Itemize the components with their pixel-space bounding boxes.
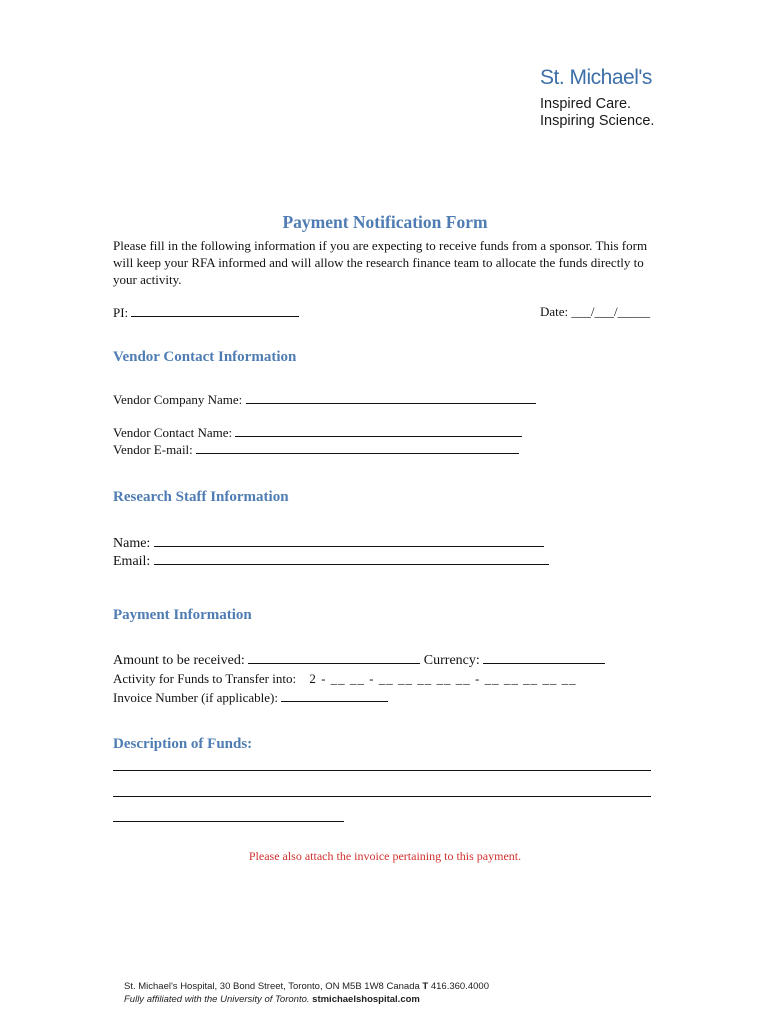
payment-section-heading: Payment Information [113,607,252,623]
vendor-contact-label: Vendor Contact Name: [113,425,233,440]
activity-label: Activity for Funds to Transfer into: [113,671,297,686]
pi-label: PI: [113,305,129,320]
vendor-email-label: Vendor E-mail: [113,442,193,457]
staff-section-heading: Research Staff Information [113,489,289,505]
organization-logo-name: St. Michael's [540,66,652,89]
footer-phone-prefix: T [422,981,429,992]
amount-field [113,651,605,669]
staff-name-field [113,534,544,552]
pi-input-line[interactable] [131,304,299,317]
invoice-input-line[interactable] [281,689,388,702]
form-title: Payment Notification Form [282,212,488,232]
activity-input-mask[interactable]: 2 - __ __ - __ __ __ __ __ - __ __ __ __ __ [309,671,577,686]
vendor-contact-input-line[interactable] [235,424,522,437]
vendor-company-label: Vendor Company Name: [113,392,243,407]
description-line-1[interactable] [113,770,651,771]
vendor-section-heading: Vendor Contact Information [113,349,297,365]
pi-field [113,304,299,321]
vendor-email-input-line[interactable] [196,441,519,454]
invoice-field [113,689,388,706]
logo-tagline-1: Inspired Care. [540,96,632,112]
staff-name-input-line[interactable] [154,534,544,547]
description-line-3[interactable] [113,821,344,822]
currency-label: Currency: [423,653,480,668]
currency-input-line[interactable] [483,651,605,664]
footer-address [124,981,489,992]
staff-name-label: Name: [113,536,151,551]
description-line-2[interactable] [113,796,651,797]
date-label: Date: [540,304,569,319]
vendor-company-field [113,391,536,408]
footer-affiliation [124,994,420,1005]
activity-field [113,671,577,687]
footer-address-text: St. Michael's Hospital, 30 Bond Street, Toronto, ON M5B 1W8 Canada [124,981,420,992]
form-intro: Please fill in the following information if you are expecting to receive funds from a sponsor. This form will keep your RFA informed and will allow the research finance team to allocate the funds directly to your activity. [113,238,648,287]
logo-tagline-2: Inspiring Science. [540,113,655,129]
vendor-contact-field [113,424,522,441]
footer-affiliation-text: Fully affiliated with the University of Toronto. [124,994,310,1005]
invoice-label: Invoice Number (if applicable): [113,690,278,705]
vendor-company-input-line[interactable] [246,391,536,404]
staff-email-label: Email: [113,554,151,569]
footer-website-link[interactable]: stmichaelshospital.com [312,994,420,1005]
description-section-heading: Description of Funds: [113,736,253,752]
staff-email-input-line[interactable] [154,552,549,565]
date-input-mask[interactable]: ___/___/_____ [571,304,651,319]
attachment-note: Please also attach the invoice pertaining to this payment. [248,849,522,863]
staff-email-field [113,552,549,570]
footer-phone: 416.360.4000 [430,981,489,992]
amount-label: Amount to be received: [113,653,245,668]
amount-input-line[interactable] [248,651,420,664]
vendor-email-field [113,441,519,458]
date-field [540,304,650,320]
